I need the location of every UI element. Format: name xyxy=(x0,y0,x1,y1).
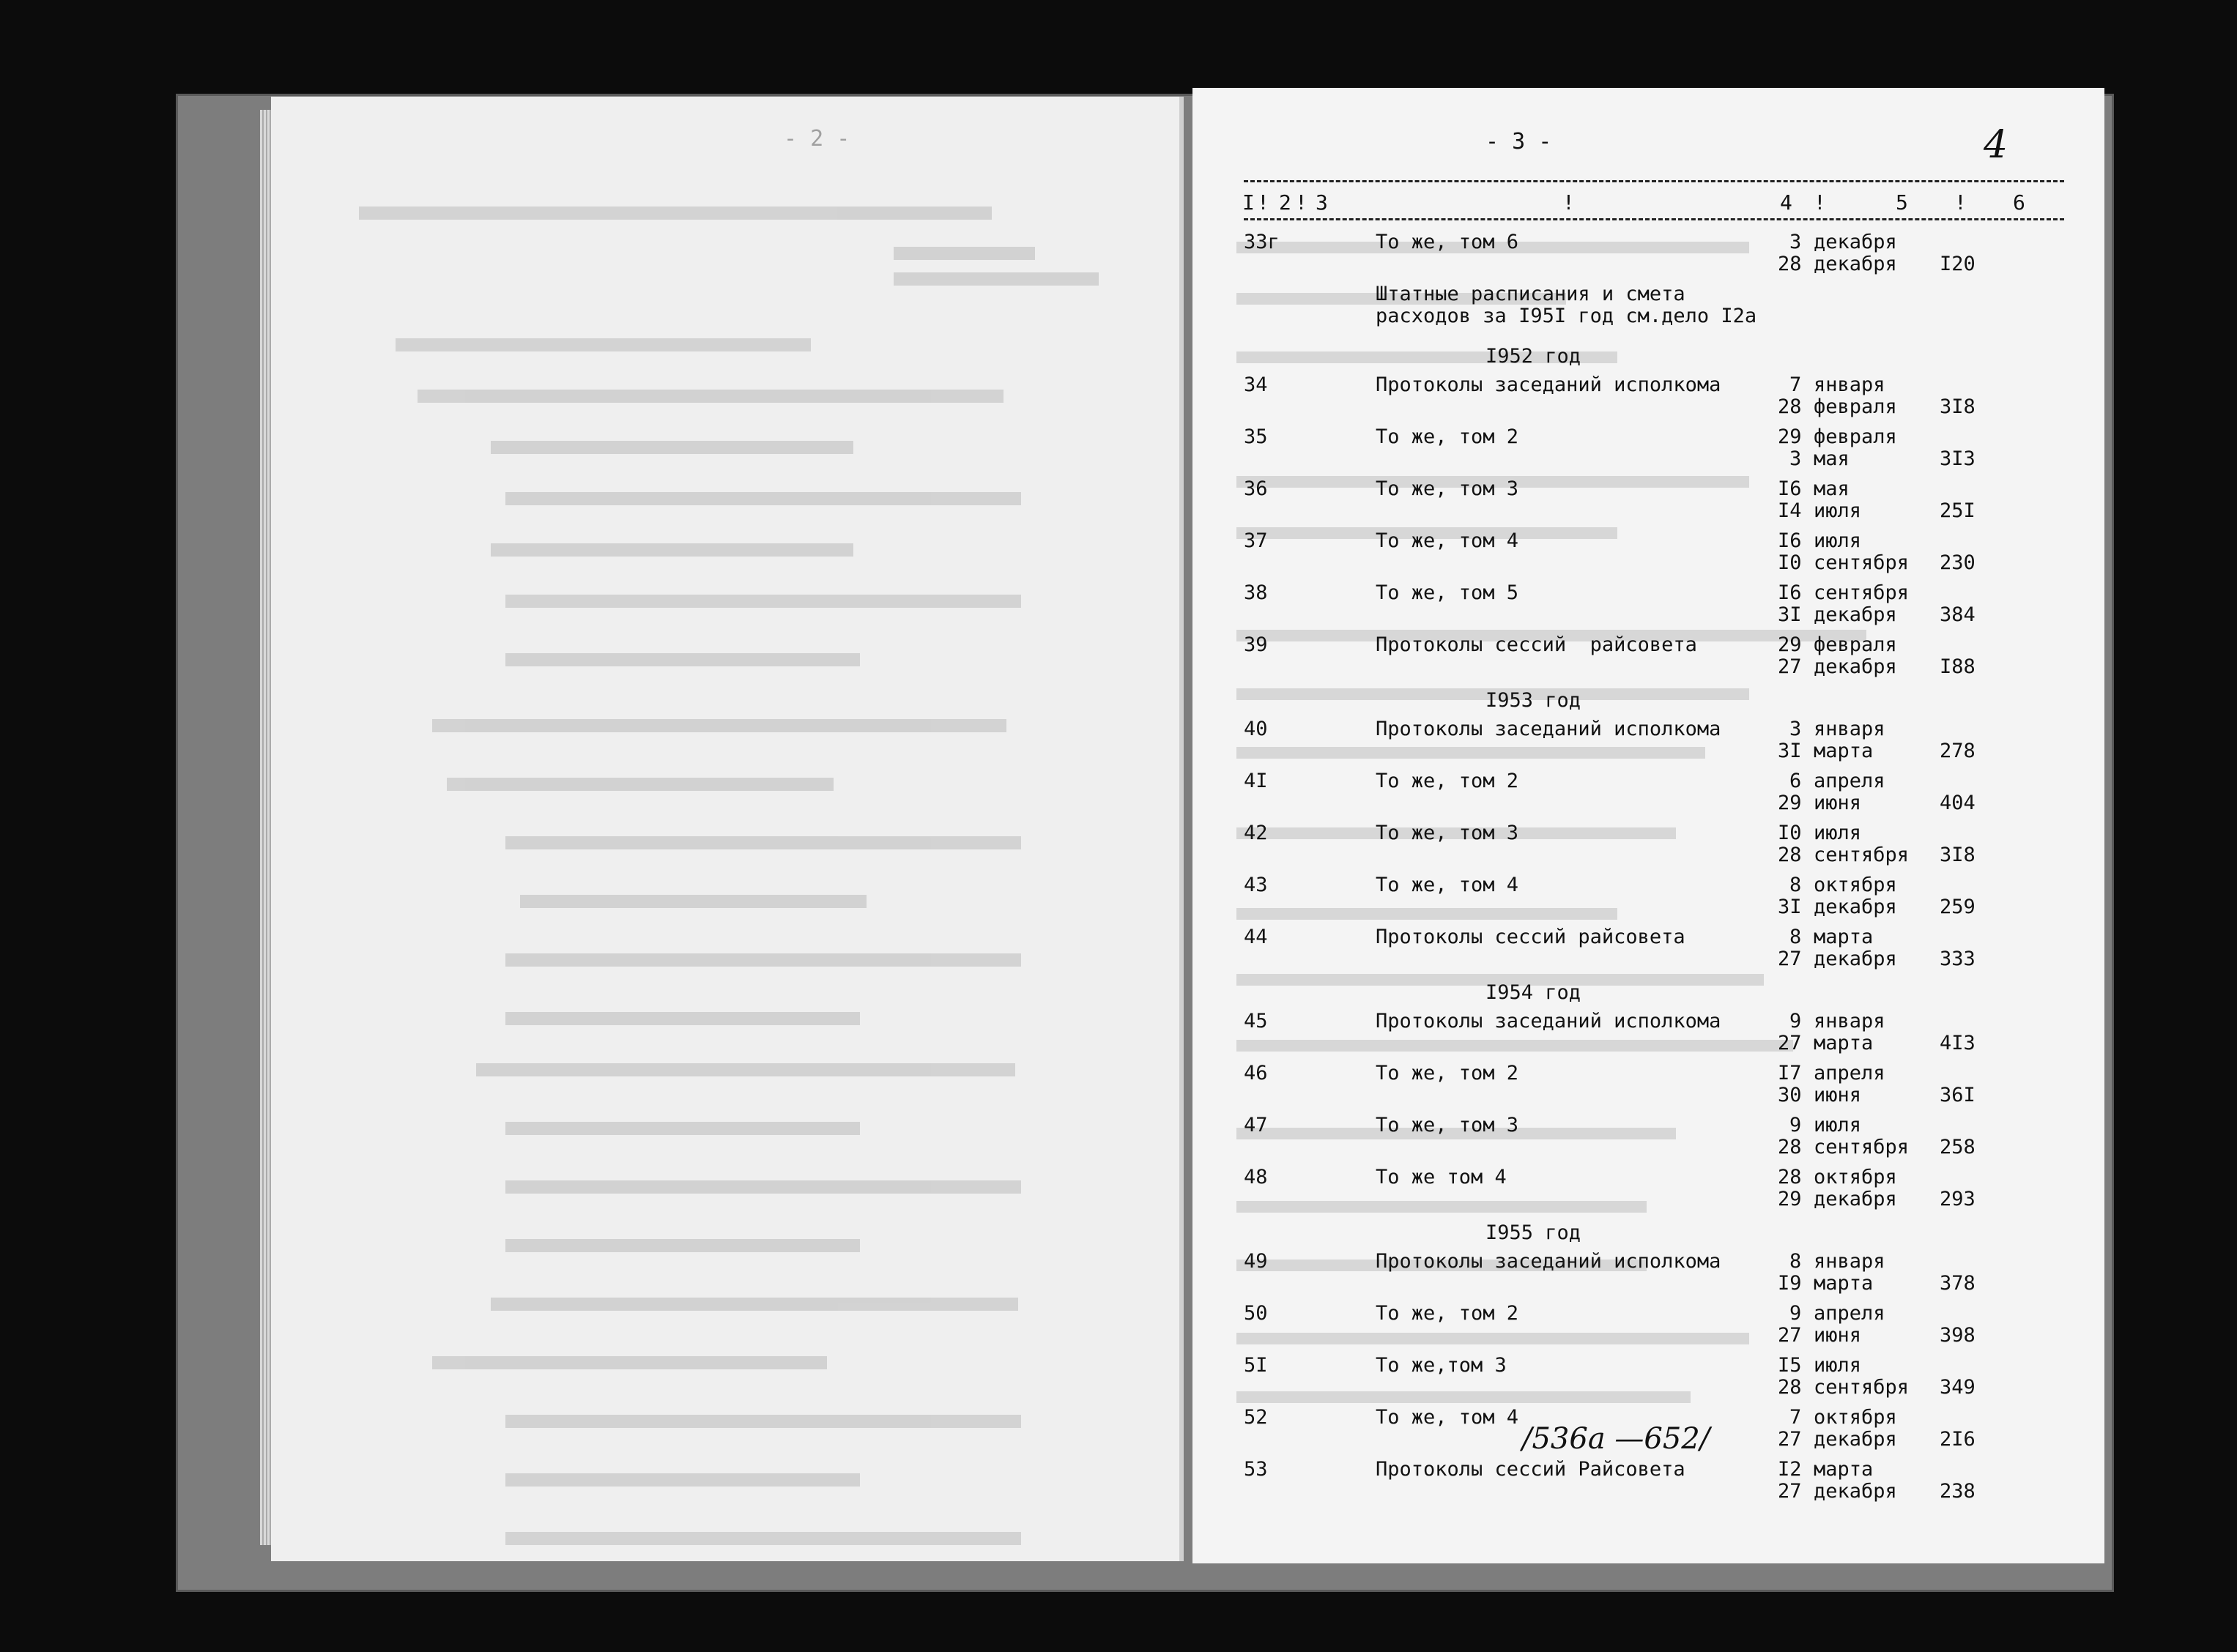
start-month: мая xyxy=(1814,477,1850,500)
sheet-count: 36I xyxy=(1940,1084,1976,1106)
end-month: февраля xyxy=(1814,395,1897,418)
handwritten-sheet-range: /536а —652/ xyxy=(1522,1422,1710,1456)
case-title: То же, том 5 xyxy=(1376,581,1519,604)
sheet-count: 3I8 xyxy=(1940,395,1976,418)
start-month: октября xyxy=(1814,874,1897,896)
sheet-count: 4I3 xyxy=(1940,1032,1976,1054)
start-day: 9 xyxy=(1789,1010,1802,1032)
sheet-count: 230 xyxy=(1940,551,1976,574)
case-number: 40 xyxy=(1244,718,1268,740)
end-day: 27 xyxy=(1778,1480,1802,1503)
start-month: июля xyxy=(1814,822,1862,844)
case-number: 53 xyxy=(1244,1458,1268,1481)
start-month: марта xyxy=(1814,926,1874,948)
sheet-count: 278 xyxy=(1940,740,1976,762)
sheet-count: 404 xyxy=(1940,792,1976,814)
faded-text-line xyxy=(491,1298,1018,1311)
faded-text-line xyxy=(447,778,834,791)
start-day: 3 xyxy=(1789,231,1802,253)
sheet-count: 25I xyxy=(1940,499,1976,522)
bleed-through-line xyxy=(1236,747,1705,759)
case-title: Протоколы заседаний исполкома xyxy=(1376,718,1721,740)
start-day: I6 xyxy=(1778,581,1802,604)
end-month: декабря xyxy=(1814,655,1897,678)
end-month: марта xyxy=(1814,1032,1874,1054)
case-title: То же том 4 xyxy=(1376,1166,1507,1188)
start-month: октября xyxy=(1814,1406,1897,1429)
case-title: Протоколы сессий райсовета xyxy=(1376,926,1685,948)
end-month: декабря xyxy=(1814,253,1897,275)
start-day: 7 xyxy=(1789,1406,1802,1429)
start-day: I6 xyxy=(1778,477,1802,500)
column-header-cell: 3 xyxy=(1316,190,1328,215)
bleed-through-line xyxy=(1236,1040,1793,1052)
end-month: июня xyxy=(1814,792,1862,814)
faded-text-line xyxy=(505,595,1021,608)
start-month: октября xyxy=(1814,1166,1897,1188)
faded-text-line xyxy=(505,1012,860,1025)
faded-text-line xyxy=(491,543,853,557)
case-title: Протоколы заседаний исполкома xyxy=(1376,1010,1721,1032)
case-number: 4I xyxy=(1244,770,1268,792)
faded-text-line xyxy=(432,1356,827,1369)
start-month: июля xyxy=(1814,529,1862,552)
faded-text-line xyxy=(520,895,867,908)
folio-number: 4 xyxy=(1984,123,2008,167)
start-month: июля xyxy=(1814,1354,1862,1377)
faded-text-line xyxy=(505,953,1021,967)
start-month: июля xyxy=(1814,1114,1862,1136)
sheet-count: 3I8 xyxy=(1940,844,1976,866)
start-day: I2 xyxy=(1778,1458,1802,1481)
start-day: 3 xyxy=(1789,718,1802,740)
faded-text-line xyxy=(396,338,811,351)
right-page-number: - 3 - xyxy=(1485,129,1552,155)
end-month: декабря xyxy=(1814,1480,1897,1503)
year-heading: I953 год xyxy=(1485,689,1581,712)
end-day: 28 xyxy=(1778,1136,1802,1158)
case-number: 33г xyxy=(1244,231,1280,253)
case-number: 47 xyxy=(1244,1114,1268,1136)
faded-text-line xyxy=(894,247,1035,260)
end-day: 28 xyxy=(1778,253,1802,275)
faded-text-line xyxy=(505,1415,1021,1428)
end-month: июля xyxy=(1814,499,1862,522)
header-top-rule xyxy=(1244,180,2064,182)
case-number: 48 xyxy=(1244,1166,1268,1188)
case-number: 52 xyxy=(1244,1406,1268,1429)
start-day: 8 xyxy=(1789,874,1802,896)
end-month: мая xyxy=(1814,447,1850,470)
sheet-count: 333 xyxy=(1940,948,1976,970)
end-month: декабря xyxy=(1814,896,1897,918)
bleed-through-line xyxy=(1236,908,1617,920)
faded-text-line xyxy=(505,1532,1021,1545)
left-page-number: - 2 - xyxy=(784,126,850,152)
bleed-through-line xyxy=(1236,1391,1691,1403)
end-day: 28 xyxy=(1778,1376,1802,1399)
start-day: I0 xyxy=(1778,822,1802,844)
column-header-cell: 2 xyxy=(1279,190,1291,215)
faded-text-line xyxy=(491,441,853,454)
faded-text-line xyxy=(505,1180,1021,1194)
start-month: февраля xyxy=(1814,633,1897,656)
end-day: 27 xyxy=(1778,948,1802,970)
case-title: То же, том 2 xyxy=(1376,1062,1519,1084)
start-month: января xyxy=(1814,1250,1885,1273)
start-day: 29 xyxy=(1778,633,1802,656)
column-header-cell: ! xyxy=(1954,190,1967,215)
sheet-count: 258 xyxy=(1940,1136,1976,1158)
case-number: 5I xyxy=(1244,1354,1268,1377)
end-day: I4 xyxy=(1778,499,1802,522)
case-title-continued: расходов за I95I год см.дело I2а xyxy=(1376,305,1757,327)
case-number: 50 xyxy=(1244,1302,1268,1325)
left-page-faded-text xyxy=(271,97,1179,1561)
case-number: 39 xyxy=(1244,633,1268,656)
case-number: 34 xyxy=(1244,373,1268,396)
end-month: декабря xyxy=(1814,948,1897,970)
faded-text-line xyxy=(505,492,1021,505)
case-title: Протоколы заседаний исполкома xyxy=(1376,1250,1721,1273)
case-title: То же, том 3 xyxy=(1376,822,1519,844)
sheet-count: 238 xyxy=(1940,1480,1976,1503)
end-day: 28 xyxy=(1778,844,1802,866)
end-month: марта xyxy=(1814,1272,1874,1295)
start-day: I6 xyxy=(1778,529,1802,552)
case-title: То же, том 2 xyxy=(1376,1302,1519,1325)
start-day: 6 xyxy=(1789,770,1802,792)
case-number: 36 xyxy=(1244,477,1268,500)
end-month: сентября xyxy=(1814,551,1910,574)
left-page xyxy=(271,97,1184,1561)
end-day: 30 xyxy=(1778,1084,1802,1106)
end-month: июня xyxy=(1814,1324,1862,1347)
case-number: 37 xyxy=(1244,529,1268,552)
sheet-count: 259 xyxy=(1940,896,1976,918)
case-title: Протоколы сессий Райсовета xyxy=(1376,1458,1685,1481)
bleed-through-line xyxy=(1236,1201,1647,1213)
sheet-count: 378 xyxy=(1940,1272,1976,1295)
sheet-count: 2I6 xyxy=(1940,1428,1976,1451)
start-day: 28 xyxy=(1778,1166,1802,1188)
case-number: 38 xyxy=(1244,581,1268,604)
column-header-cell: ! xyxy=(1562,190,1575,215)
start-day: 8 xyxy=(1789,1250,1802,1273)
start-month: сентября xyxy=(1814,581,1910,604)
end-day: I0 xyxy=(1778,551,1802,574)
faded-text-line xyxy=(476,1063,1015,1076)
case-title: То же, том 6 xyxy=(1376,231,1519,253)
column-header-cell: ! xyxy=(1295,190,1307,215)
end-day: 27 xyxy=(1778,655,1802,678)
end-day: 3I xyxy=(1778,740,1802,762)
end-month: июня xyxy=(1814,1084,1862,1106)
end-day: 29 xyxy=(1778,792,1802,814)
column-header-cell: ! xyxy=(1814,190,1826,215)
case-number: 42 xyxy=(1244,822,1268,844)
end-day: 27 xyxy=(1778,1324,1802,1347)
case-title: То же, том 4 xyxy=(1376,529,1519,552)
column-header-cell: I xyxy=(1242,190,1255,215)
sheet-count: 384 xyxy=(1940,603,1976,626)
end-month: декабря xyxy=(1814,603,1897,626)
case-title: То же, том 4 xyxy=(1376,1406,1519,1429)
start-day: 7 xyxy=(1789,373,1802,396)
bleed-through-line xyxy=(1236,1333,1749,1344)
sheet-count: 3I3 xyxy=(1940,447,1976,470)
sheet-count: 293 xyxy=(1940,1188,1976,1210)
start-month: апреля xyxy=(1814,1302,1885,1325)
column-header-cell: ! xyxy=(1257,190,1269,215)
column-header-cell: 6 xyxy=(2013,190,2025,215)
case-title: То же, том 3 xyxy=(1376,1114,1519,1136)
end-month: декабря xyxy=(1814,1188,1897,1210)
case-title: Протоколы сессий райсовета xyxy=(1376,633,1697,656)
end-month: сентября xyxy=(1814,1136,1910,1158)
year-heading: I952 год xyxy=(1485,345,1581,368)
end-month: декабря xyxy=(1814,1428,1897,1451)
case-title: То же, том 3 xyxy=(1376,477,1519,500)
sheet-count: 398 xyxy=(1940,1324,1976,1347)
start-month: января xyxy=(1814,718,1885,740)
start-day: I5 xyxy=(1778,1354,1802,1377)
end-day: 3I xyxy=(1778,603,1802,626)
start-month: апреля xyxy=(1814,1062,1885,1084)
start-month: февраля xyxy=(1814,425,1897,448)
case-title: То же, том 2 xyxy=(1376,425,1519,448)
faded-text-line xyxy=(505,653,860,666)
faded-text-line xyxy=(505,836,1021,849)
start-month: апреля xyxy=(1814,770,1885,792)
case-title: Протоколы заседаний исполкома xyxy=(1376,373,1721,396)
start-day: 9 xyxy=(1789,1302,1802,1325)
start-month: января xyxy=(1814,1010,1885,1032)
faded-text-line xyxy=(359,206,992,220)
start-month: января xyxy=(1814,373,1885,396)
end-month: сентября xyxy=(1814,844,1910,866)
start-day: 9 xyxy=(1789,1114,1802,1136)
case-title: Штатные расписания и смета xyxy=(1376,283,1685,305)
faded-text-line xyxy=(505,1239,860,1252)
start-month: марта xyxy=(1814,1458,1874,1481)
faded-text-line xyxy=(432,719,1006,732)
case-number: 43 xyxy=(1244,874,1268,896)
end-day: 27 xyxy=(1778,1428,1802,1451)
faded-text-line xyxy=(505,1473,860,1487)
end-day: 27 xyxy=(1778,1032,1802,1054)
faded-text-line xyxy=(418,390,1004,403)
end-month: марта xyxy=(1814,740,1874,762)
case-number: 45 xyxy=(1244,1010,1268,1032)
start-month: декабря xyxy=(1814,231,1897,253)
faded-text-line xyxy=(894,272,1099,286)
start-day: 29 xyxy=(1778,425,1802,448)
year-heading: I954 год xyxy=(1485,981,1581,1004)
case-title: То же,том 3 xyxy=(1376,1354,1507,1377)
end-month: сентября xyxy=(1814,1376,1910,1399)
column-header-cell: 5 xyxy=(1896,190,1908,215)
case-number: 46 xyxy=(1244,1062,1268,1084)
case-number: 44 xyxy=(1244,926,1268,948)
end-day: I9 xyxy=(1778,1272,1802,1295)
column-header-cell: 4 xyxy=(1780,190,1792,215)
start-day: 8 xyxy=(1789,926,1802,948)
sheet-count: 349 xyxy=(1940,1376,1976,1399)
case-title: То же, том 2 xyxy=(1376,770,1519,792)
end-day: 28 xyxy=(1778,395,1802,418)
sheet-count: I20 xyxy=(1940,253,1976,275)
case-number: 35 xyxy=(1244,425,1268,448)
right-page xyxy=(1192,88,2104,1563)
end-day: 3 xyxy=(1789,447,1802,470)
faded-text-line xyxy=(505,1122,860,1135)
case-title: То же, том 4 xyxy=(1376,874,1519,896)
end-day: 29 xyxy=(1778,1188,1802,1210)
sheet-count: I88 xyxy=(1940,655,1976,678)
header-bottom-rule xyxy=(1244,218,2064,220)
year-heading: I955 год xyxy=(1485,1221,1581,1244)
end-day: 3I xyxy=(1778,896,1802,918)
case-number: 49 xyxy=(1244,1250,1268,1273)
start-day: I7 xyxy=(1778,1062,1802,1084)
